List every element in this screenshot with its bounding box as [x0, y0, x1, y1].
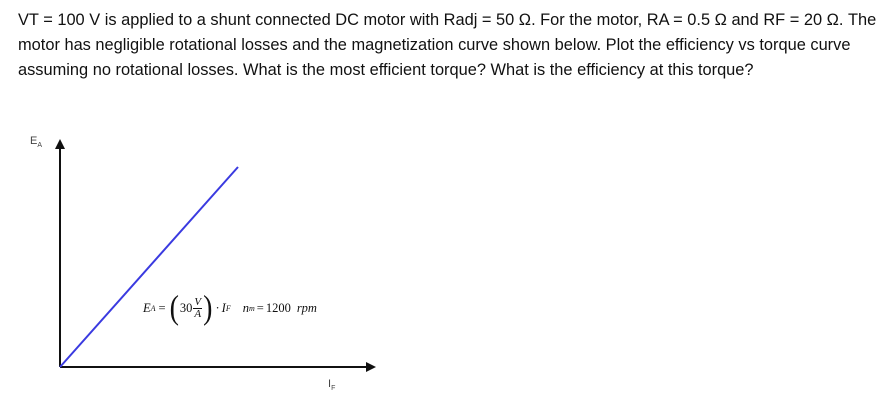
y-axis-arrow	[55, 139, 65, 149]
question-text: VT = 100 V is applied to a shunt connected DC motor with Radj = 50 Ω. For the motor, RA = 0.5 Ω and RF = 20 Ω. The motor has negligible rotational losses and the magnetization curve shown below. Plot the efficiency vs torque curve assuming no rotational losses. What is the most efficient torque? What is the efficiency at this torque?	[18, 11, 877, 79]
x-axis-label: $I_F$	[328, 378, 336, 393]
magnetization-curve-figure	[20, 135, 380, 397]
magnetization-equation: E A = ( 30 $\frac{V}{A}$ ) · I F n m = 1200 rpm	[143, 289, 317, 327]
magnetization-curve-plot	[20, 135, 380, 397]
y-axis-label: $E_A$	[30, 135, 43, 150]
x-axis-arrow	[366, 362, 376, 372]
magnetization-line	[60, 167, 238, 367]
